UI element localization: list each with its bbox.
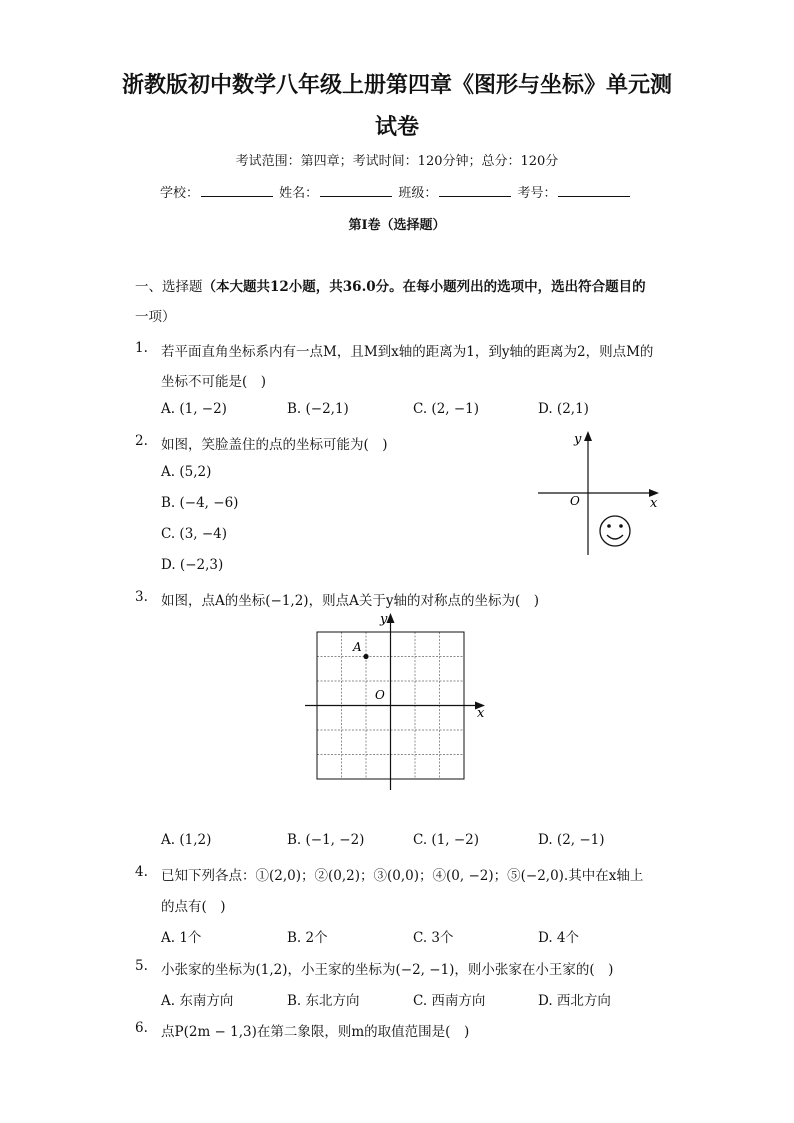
origin-label: O [375,688,385,702]
point-a-label: A [353,640,362,654]
x-axis-label: x [477,706,485,721]
point-a [363,654,368,659]
class-blank[interactable] [439,183,511,197]
page-title: 浙教版初中数学八年级上册第四章《图形与坐标》单元测 [121,72,672,98]
question-6-stem: 点P(2m − 1,3)在第二象限，则m的取值范围是( ) [161,1024,470,1040]
section-header [135,275,646,295]
question-4-number: 4. [135,864,148,880]
question-3-option-a[interactable]: A. (1,2) [161,832,212,848]
x-axis-label: x [650,496,658,511]
question-2-option-a[interactable]: A. (5,2) [161,464,212,480]
section-heading: 一、选择题 [135,279,203,295]
number-label: 考号： [517,186,557,201]
question-2-number: 2. [135,433,148,449]
question-5-number: 5. [135,958,148,974]
class-label: 班级： [398,186,438,201]
question-6-number: 6. [135,1020,148,1036]
question-1-option-d[interactable]: D. (2,1) [538,401,589,417]
question-3-stem: 如图，点A的坐标(−1,2)，则点A关于y轴的对称点的坐标为( ) [161,593,539,609]
question-3-figure [300,608,495,798]
question-5-option-d[interactable]: D. 西北方向 [538,993,611,1009]
question-2-stem: 如图，笑脸盖住的点的坐标可能为( ) [161,437,388,453]
name-label: 姓名： [279,186,319,201]
section-note: （本大题共12小题，共36.0分。在每小题列出的选项中，选出符合题目的 [202,279,646,295]
origin-label: O [570,494,580,508]
question-2-figure [530,425,670,560]
exam-info: 考试范围：第四章；考试时间：120分钟；总分：120分 [235,154,559,169]
name-blank[interactable] [320,183,392,197]
question-4-option-c[interactable]: C. 3个 [413,930,454,946]
question-1-option-c[interactable]: C. (2, −1) [413,401,480,417]
student-info-row [160,182,632,201]
question-4-option-a[interactable]: A. 1个 [161,930,202,946]
question-1-option-b[interactable]: B. (−2,1) [287,401,349,417]
volume-title: 第I卷（选择题） [348,218,446,233]
question-4-stem: 已知下列各点：①(2,0)；②(0,2)；③(0,0)；④(0, −2)；⑤(−2,0).其中在x轴上 [161,868,644,884]
question-5-option-b[interactable]: B. 东北方向 [287,993,360,1009]
page-title-continued: 试卷 [374,114,419,140]
question-2-option-c[interactable]: C. (3, −4) [161,526,228,542]
question-3-option-d[interactable]: D. (2, −1) [538,832,605,848]
y-axis-arrow-icon [387,613,395,623]
question-1-stem-continued: 坐标不可能是( ) [161,374,267,390]
question-5-option-a[interactable]: A. 东南方向 [161,993,234,1009]
question-4-option-b[interactable]: B. 2个 [287,930,328,946]
question-5-stem: 小张家的坐标为(1,2)，小王家的坐标为(−2, −1)，则小张家在小王家的( ) [161,962,614,978]
y-axis-label: y [574,432,582,447]
question-3-number: 3. [135,589,148,605]
question-1-number: 1. [135,340,148,356]
question-3-option-c[interactable]: C. (1, −2) [413,832,480,848]
y-axis-arrow-icon [584,431,592,441]
school-blank[interactable] [201,183,273,197]
question-1-option-a[interactable]: A. (1, −2) [161,401,227,417]
question-1-stem: 若平面直角坐标系内有一点M，且M到x轴的距离为1，到y轴的距离为2，则点M的 [161,344,654,360]
section-note-continued: 一项） [135,309,176,325]
y-axis-label: y [380,612,388,627]
number-blank[interactable] [558,183,630,197]
question-4-stem-continued: 的点有( ) [161,899,226,915]
school-label: 学校： [160,186,200,201]
question-5-option-c[interactable]: C. 西南方向 [413,993,486,1009]
question-2-option-d[interactable]: D. (−2,3) [161,557,224,573]
question-2-option-b[interactable]: B. (−4, −6) [161,495,239,511]
question-3-option-b[interactable]: B. (−1, −2) [287,832,365,848]
question-4-option-d[interactable]: D. 4个 [538,930,580,946]
smiley-face-icon [600,516,630,546]
